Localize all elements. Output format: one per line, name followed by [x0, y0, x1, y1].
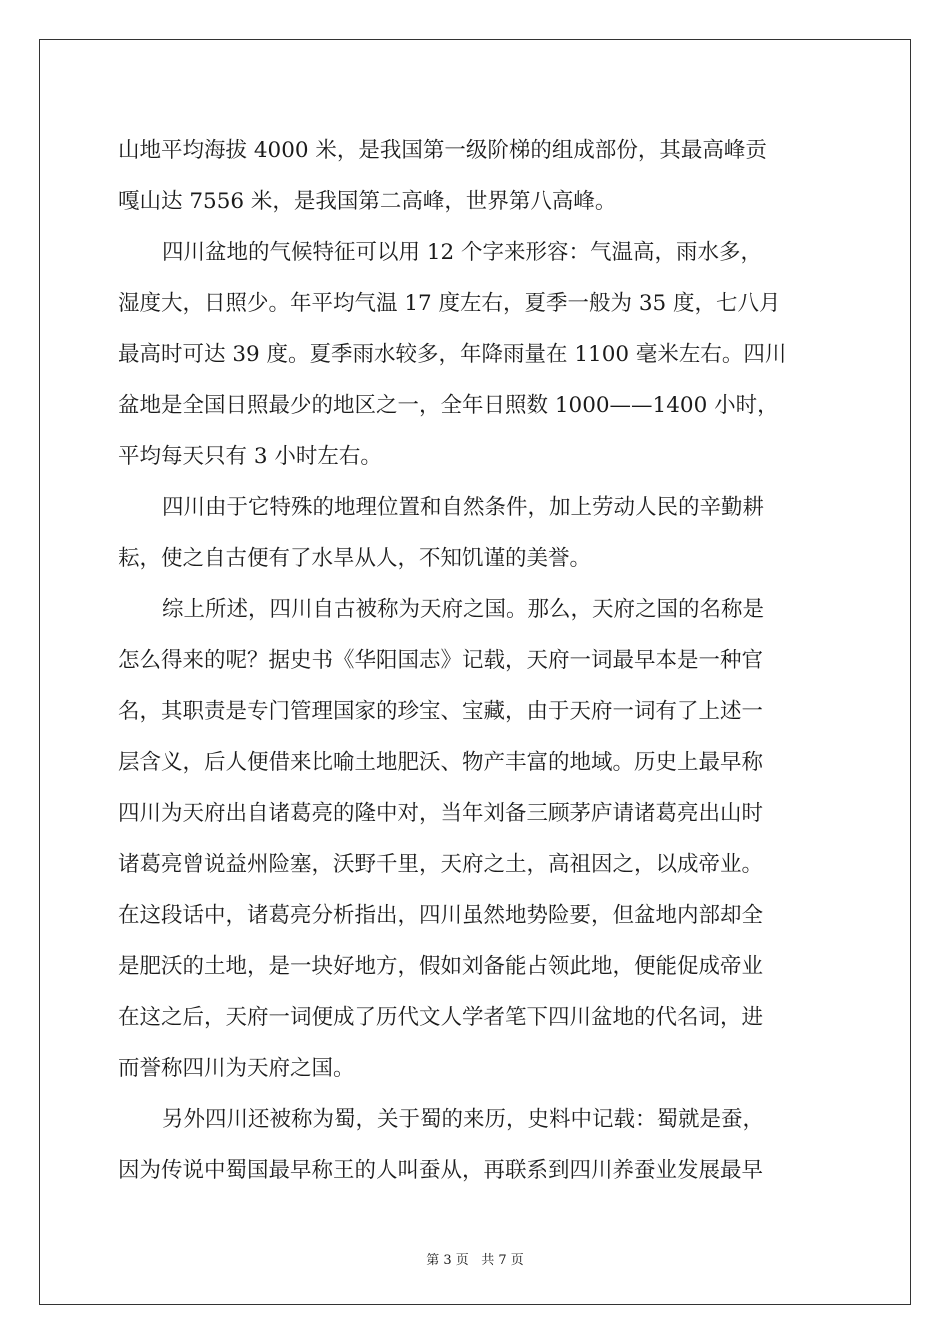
text-line: 山地平均海拔 4000 米，是我国第一级阶梯的组成部份，其最高峰贡: [118, 138, 767, 163]
text-line: 湿度大，日照少。年平均气温 17 度左右，夏季一般为 35 度，七八月: [118, 291, 781, 316]
text-line: 综上所述，四川自古被称为天府之国。那么，天府之国的名称是: [162, 597, 765, 622]
text-line: 而誉称四川为天府之国。: [118, 1056, 355, 1081]
text-line: 是肥沃的土地，是一块好地方，假如刘备能占领此地，便能促成帝业: [118, 954, 764, 979]
text-line: 诸葛亮曾说益州险塞，沃野千里，天府之土，高祖因之，以成帝业。: [118, 852, 764, 877]
text-line: 盆地是全国日照最少的地区之一，全年日照数 1000——1400 小时，: [118, 393, 779, 418]
text-line: 四川由于它特殊的地理位置和自然条件，加上劳动人民的辛勤耕: [162, 495, 765, 520]
text-line: 四川盆地的气候特征可以用 12 个字来形容：气温高，雨水多，: [162, 240, 763, 265]
page-number: 第 3 页 共 7 页: [426, 1253, 524, 1268]
text-line: 在这段话中，诸葛亮分析指出，四川虽然地势险要，但盆地内部却全: [118, 903, 764, 928]
text-line: 名，其职责是专门管理国家的珍宝、宝藏，由于天府一词有了上述一: [118, 699, 764, 724]
text-line: 耘，使之自古便有了水旱从人，不知饥谨的美誉。: [118, 546, 592, 571]
text-line: 嘎山达 7556 米，是我国第二高峰，世界第八高峰。: [118, 189, 617, 214]
text-line: 四川为天府出自诸葛亮的隆中对，当年刘备三顾茅庐请诸葛亮出山时: [118, 801, 764, 826]
text-line: 在这之后，天府一词便成了历代文人学者笔下四川盆地的代名词，进: [118, 1005, 764, 1030]
text-line: 另外四川还被称为蜀，关于蜀的来历，史料中记载：蜀就是蚕，: [162, 1107, 765, 1132]
text-line: 平均每天只有 3 小时左右。: [118, 444, 382, 469]
text-line: 最高时可达 39 度。夏季雨水较多，年降雨量在 1100 毫米左右。四川: [118, 342, 787, 367]
text-line: 因为传说中蜀国最早称王的人叫蚕从，再联系到四川养蚕业发展最早: [118, 1158, 764, 1183]
text-line: 怎么得来的呢？据史书《华阳国志》记载，天府一词最早本是一种官: [118, 648, 764, 673]
text-line: 层含义，后人便借来比喻土地肥沃、物产丰富的地域。历史上最早称: [118, 750, 764, 775]
